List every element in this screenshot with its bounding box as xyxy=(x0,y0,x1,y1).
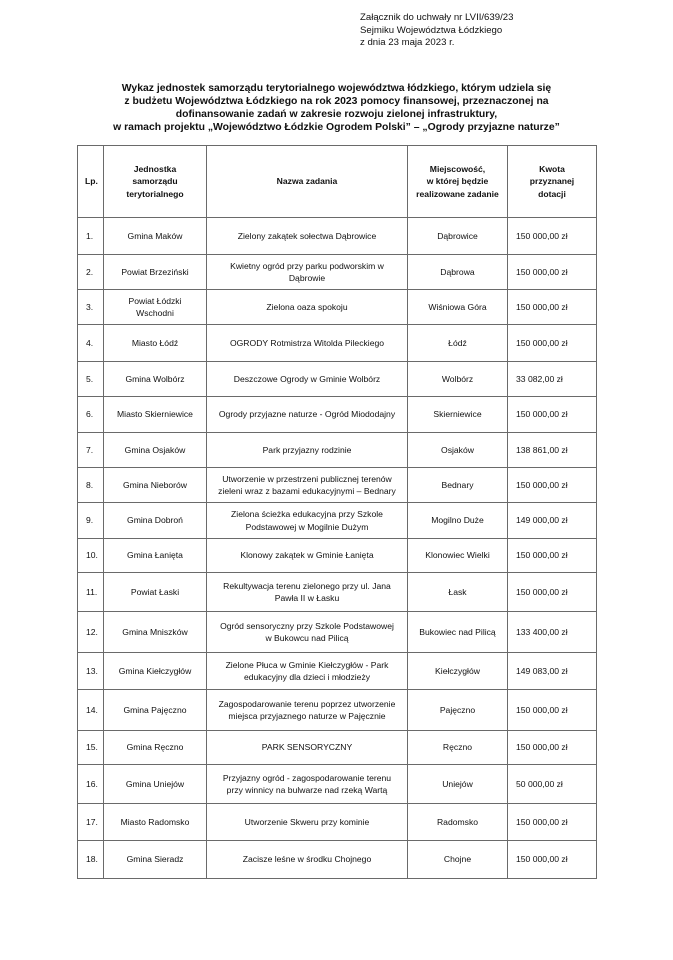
cell-unit xyxy=(104,218,207,255)
cell-unit xyxy=(104,290,207,325)
attachment-note-line: Załącznik do uchwały nr LVII/639/23 xyxy=(360,12,514,23)
cell-task xyxy=(207,433,408,468)
cell-task xyxy=(207,362,408,397)
cell-task xyxy=(207,731,408,765)
cell-unit-line: Gmina Osjaków xyxy=(124,444,186,455)
cell-task-line: Podstawowej w Mogilnie Dużym xyxy=(245,521,369,532)
header-amount xyxy=(508,146,597,218)
cell-task xyxy=(207,325,408,362)
attachment-note-line: z dnia 23 maja 2023 r. xyxy=(360,37,455,48)
cell-unit xyxy=(104,690,207,731)
table-row xyxy=(78,503,597,539)
cell-place: Dąbrowice xyxy=(408,218,508,255)
cell-task xyxy=(207,690,408,731)
cell-task-line: Kwietny ogród przy parku podworskim w xyxy=(230,260,384,271)
cell-unit xyxy=(104,433,207,468)
cell-task-line: Zielona ścieżka edukacyjna przy Szkole xyxy=(231,509,383,519)
cell-place: Ręczno xyxy=(408,731,508,765)
cell-task-line: Rekultywacja terenu zielonego przy ul. Jana xyxy=(223,580,391,591)
table-row xyxy=(78,804,597,841)
cell-lp: 16. xyxy=(78,765,104,804)
cell-unit-line: Gmina Dobroń xyxy=(127,515,183,526)
cell-task-line: Dąbrowie xyxy=(288,273,326,283)
cell-task-line: w Bukowcu nad Pilicą xyxy=(265,633,349,643)
document-title-line: w ramach projektu „Województwo Łódzkie Ogrodem Polski” – „Ogrody przyjazne naturze” xyxy=(113,122,560,133)
cell-amount: 149 083,00 zł xyxy=(508,653,597,690)
table-row xyxy=(78,690,597,731)
cell-lp: 14. xyxy=(78,690,104,731)
cell-task-line: edukacyjny dla dzieci i młodzieży xyxy=(243,672,371,682)
table-row xyxy=(78,765,597,804)
header-amount-line: dotacji xyxy=(538,188,566,199)
cell-unit-line: Powiat Łaski xyxy=(130,586,180,597)
cell-unit-line: Gmina Mniszków xyxy=(122,626,188,637)
cell-lp: 15. xyxy=(78,731,104,765)
table-row xyxy=(78,653,597,690)
table-row xyxy=(78,573,597,612)
cell-place: Dąbrowa xyxy=(408,255,508,290)
cell-amount: 150 000,00 zł xyxy=(508,573,597,612)
cell-task-line: Deszczowe Ogrody w Gminie Wolbórz xyxy=(233,373,381,384)
cell-lp: 17. xyxy=(78,804,104,841)
table-row xyxy=(78,255,597,290)
table-header-row xyxy=(78,146,597,218)
document-title-line: dofinansowanie zadań w zakresie rozwoju zielonej infrastruktury, xyxy=(175,109,498,120)
table-row xyxy=(78,731,597,765)
cell-task-line: miejsca przyjaznego naturze w Pajęcznie xyxy=(228,711,386,721)
cell-lp: 8. xyxy=(78,468,104,503)
header-unit-line: Jednostka xyxy=(133,163,177,174)
cell-place: Uniejów xyxy=(408,765,508,804)
cell-unit xyxy=(104,325,207,362)
cell-task-line: zieleni wraz z bazami edukacyjnymi – Bednary xyxy=(218,486,396,496)
document-title-line: Wykaz jednostek samorządu terytorialnego województwa łódzkiego, którym udziela się xyxy=(121,83,552,94)
cell-lp: 12. xyxy=(78,612,104,653)
cell-lp: 7. xyxy=(78,433,104,468)
cell-lp: 1. xyxy=(78,218,104,255)
cell-task xyxy=(207,653,408,690)
cell-task-line: Zielona oaza spokoju xyxy=(266,301,348,312)
cell-task-line: Ogrody przyjazne naturze - Ogród Miododajny xyxy=(218,409,396,420)
cell-place: Kiełczygłów xyxy=(408,653,508,690)
cell-task xyxy=(207,573,408,612)
cell-unit-line: Gmina Nieborów xyxy=(123,479,187,490)
cell-task xyxy=(207,539,408,573)
cell-task xyxy=(207,804,408,841)
header-lp-label: Lp. xyxy=(85,176,98,187)
cell-task-line: Ogród sensoryczny przy Szkole Podstawowej xyxy=(220,620,394,631)
cell-unit-line: Powiat Brzeziński xyxy=(121,266,189,277)
cell-unit-line: Gmina Kiełczygłów xyxy=(118,665,192,676)
cell-lp: 11. xyxy=(78,573,104,612)
cell-place: Bukowiec nad Pilicą xyxy=(408,612,508,653)
table-row xyxy=(78,362,597,397)
cell-unit-line: Gmina Ręczno xyxy=(126,742,184,753)
cell-amount: 150 000,00 zł xyxy=(508,218,597,255)
table-row xyxy=(78,397,597,433)
cell-task xyxy=(207,503,408,539)
cell-lp: 18. xyxy=(78,841,104,879)
grants-table xyxy=(77,145,597,879)
document-title xyxy=(30,82,643,134)
cell-amount: 149 000,00 zł xyxy=(508,503,597,539)
cell-task-line: Pawła II w Łasku xyxy=(274,593,340,603)
cell-task xyxy=(207,841,408,879)
cell-place: Łódź xyxy=(408,325,508,362)
cell-unit xyxy=(104,653,207,690)
cell-place: Pajęczno xyxy=(408,690,508,731)
cell-task-line: Utworzenie Skweru przy kominie xyxy=(244,816,370,827)
cell-task xyxy=(207,290,408,325)
header-unit-line: terytorialnego xyxy=(126,188,184,199)
cell-unit xyxy=(104,804,207,841)
cell-place: Radomsko xyxy=(408,804,508,841)
cell-task-line: Park przyjazny rodzinie xyxy=(262,444,352,455)
cell-place: Wolbórz xyxy=(408,362,508,397)
table-row xyxy=(78,290,597,325)
cell-task xyxy=(207,765,408,804)
attachment-note xyxy=(360,12,513,50)
cell-unit-line: Miasto Radomsko xyxy=(120,816,190,827)
header-task-label: Nazwa zadania xyxy=(276,176,338,187)
header-place-line: realizowane zadanie xyxy=(416,188,499,199)
header-place-line: w której będzie xyxy=(426,176,489,187)
cell-place: Chojne xyxy=(408,841,508,879)
cell-task xyxy=(207,397,408,433)
cell-lp: 3. xyxy=(78,290,104,325)
cell-amount: 133 400,00 zł xyxy=(508,612,597,653)
cell-unit xyxy=(104,362,207,397)
table-row xyxy=(78,325,597,362)
cell-unit-line: Miasto Łódź xyxy=(131,337,179,348)
cell-unit-line: Powiat Łódzki xyxy=(128,295,182,306)
cell-unit xyxy=(104,765,207,804)
header-task xyxy=(207,146,408,218)
cell-task xyxy=(207,255,408,290)
cell-lp: 13. xyxy=(78,653,104,690)
cell-task-line: Zielone Płuca w Gminie Kiełczygłów - Park xyxy=(225,659,389,670)
cell-place: Mogilno Duże xyxy=(408,503,508,539)
cell-unit xyxy=(104,731,207,765)
cell-place: Klonowiec Wielki xyxy=(408,539,508,573)
cell-amount: 150 000,00 zł xyxy=(508,731,597,765)
table-body xyxy=(78,218,597,879)
cell-amount: 150 000,00 zł xyxy=(508,397,597,433)
table-row xyxy=(78,468,597,503)
cell-unit-line: Miasto Skierniewice xyxy=(117,409,193,420)
table-row xyxy=(78,218,597,255)
cell-place: Wiśniowa Góra xyxy=(408,290,508,325)
cell-amount: 150 000,00 zł xyxy=(508,690,597,731)
cell-unit xyxy=(104,539,207,573)
cell-lp: 2. xyxy=(78,255,104,290)
cell-unit-line: Gmina Sieradz xyxy=(126,854,184,865)
cell-unit xyxy=(104,573,207,612)
header-unit xyxy=(104,146,207,218)
header-amount-line: przyznanej xyxy=(529,176,575,187)
cell-unit xyxy=(104,612,207,653)
attachment-note-line: Sejmiku Województwa Łódzkiego xyxy=(360,24,503,36)
cell-lp: 5. xyxy=(78,362,104,397)
table-row xyxy=(78,841,597,879)
header-place xyxy=(408,146,508,218)
cell-task-line: Przyjazny ogród - zagospodarowanie terenu xyxy=(222,772,392,783)
cell-lp: 4. xyxy=(78,325,104,362)
cell-unit-line: Gmina Pajęczno xyxy=(123,704,187,715)
cell-amount: 150 000,00 zł xyxy=(508,539,597,573)
cell-task-line: Zagospodarowanie terenu poprzez utworzenie xyxy=(218,698,396,709)
cell-unit xyxy=(104,255,207,290)
cell-task-line: OGRODY Rotmistrza Witolda Pileckiego xyxy=(229,337,385,348)
cell-place: Skierniewice xyxy=(408,397,508,433)
cell-unit xyxy=(104,503,207,539)
cell-place: Bednary xyxy=(408,468,508,503)
cell-place: Łask xyxy=(408,573,508,612)
cell-amount: 33 082,00 zł xyxy=(508,362,597,397)
cell-unit-line: Gmina Łanięta xyxy=(127,550,183,561)
cell-place: Osjaków xyxy=(408,433,508,468)
cell-task xyxy=(207,612,408,653)
cell-unit xyxy=(104,841,207,879)
cell-amount: 150 000,00 zł xyxy=(508,255,597,290)
cell-task-line: Utworzenie w przestrzeni publicznej terenów xyxy=(222,473,392,484)
cell-amount: 50 000,00 zł xyxy=(508,765,597,804)
cell-lp: 9. xyxy=(78,503,104,539)
header-amount-line: Kwota xyxy=(539,163,565,174)
cell-unit-line: Wschodni xyxy=(136,308,174,318)
cell-amount: 150 000,00 zł xyxy=(508,841,597,879)
cell-task-line: przy winnicy na bulwarze nad rzeką Wartą xyxy=(226,785,388,795)
table-row xyxy=(78,612,597,653)
cell-unit-line: Gmina Maków xyxy=(127,230,183,241)
cell-unit-line: Gmina Wolbórz xyxy=(125,373,185,384)
table-row xyxy=(78,539,597,573)
cell-unit xyxy=(104,468,207,503)
cell-task-line: Zacisze leśne w środku Chojnego xyxy=(242,854,372,865)
cell-amount: 138 861,00 zł xyxy=(508,433,597,468)
cell-lp: 6. xyxy=(78,397,104,433)
table-row xyxy=(78,433,597,468)
header-unit-line: samorządu xyxy=(132,176,178,187)
document-title-line: z budżetu Województwa Łódzkiego na rok 2023 pomocy finansowej, przeznaczonej na xyxy=(124,96,549,107)
cell-amount: 150 000,00 zł xyxy=(508,804,597,841)
cell-unit-line: Gmina Uniejów xyxy=(125,778,185,789)
header-place-line: Miejscowość, xyxy=(429,163,486,174)
header-lp xyxy=(78,146,104,218)
cell-task xyxy=(207,218,408,255)
cell-task-line: Klonowy zakątek w Gminie Łanięta xyxy=(240,550,374,561)
cell-lp: 10. xyxy=(78,539,104,573)
cell-task xyxy=(207,468,408,503)
cell-task-line: PARK SENSORYCZNY xyxy=(261,742,353,753)
cell-task-line: Zielony zakątek sołectwa Dąbrowice xyxy=(237,230,377,241)
cell-unit xyxy=(104,397,207,433)
cell-amount: 150 000,00 zł xyxy=(508,325,597,362)
cell-amount: 150 000,00 zł xyxy=(508,290,597,325)
cell-amount: 150 000,00 zł xyxy=(508,468,597,503)
